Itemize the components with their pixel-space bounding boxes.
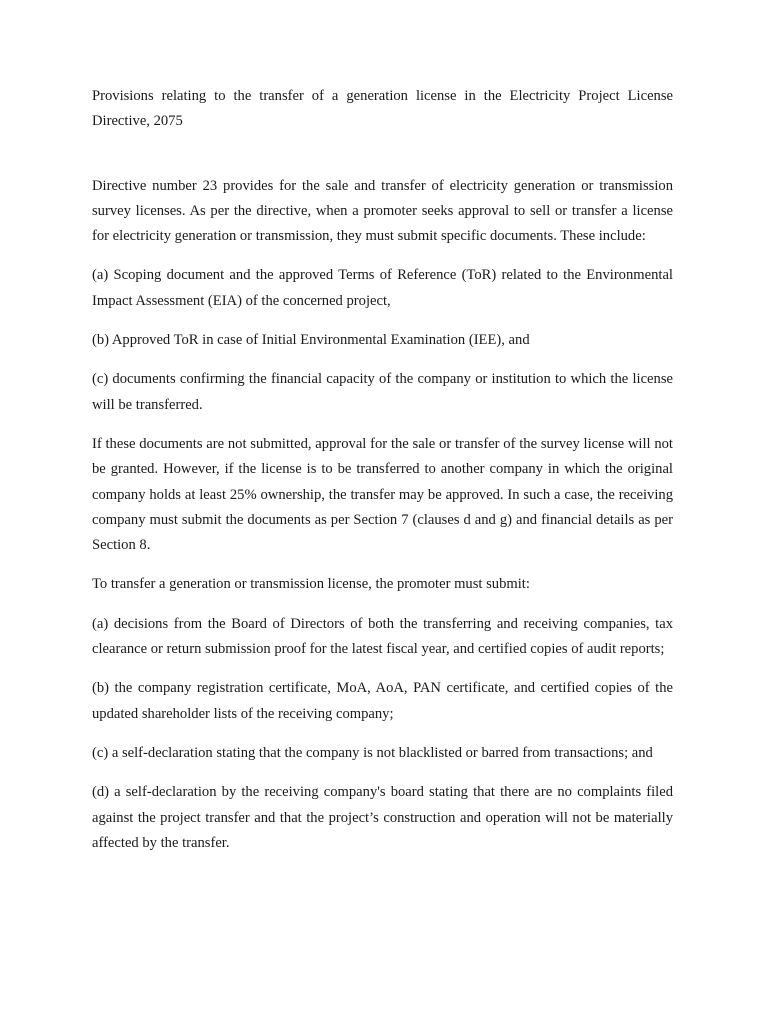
paragraph-license-item-b: (b) the company registration certificate, MoA, AoA, PAN certificate, and certified copies of the updated shareholder lists of the receiving company; (92, 680, 673, 722)
paragraph-license-item-c: (c) a self-declaration stating that the company is not blacklisted or barred from transactions; and (92, 744, 653, 761)
document-page (92, 84, 673, 856)
paragraph-conditions: If these documents are not submitted, approval for the sale or transfer of the survey license will not be granted. However, if the license is to be transferred to another company in which the original company holds at least 25% ownership, the transfer may be approved. In such a case, the receiving company must submit the documents as per Section 7 (clauses d and g) and financial details as per Section 8. (92, 435, 673, 554)
document-title: Provisions relating to the transfer of a generation license in the Electricity Project License Directive, 2075 (92, 88, 673, 130)
paragraph-survey-item-a: (a) Scoping document and the approved Terms of Reference (ToR) related to the Environmental Impact Assessment (EIA) of the concerned project, (92, 267, 673, 309)
paragraph-survey-item-b: (b) Approved ToR in case of Initial Environmental Examination (IEE), and (92, 332, 530, 349)
paragraph-license-item-a: (a) decisions from the Board of Directors of both the transferring and receiving companies, tax clearance or return submission proof for the latest fiscal year, and certified copies of audit reports; (92, 615, 673, 658)
paragraph-intro: Directive number 23 provides for the sale and transfer of electricity generation or transmission survey licenses. As per the directive, when a promoter seeks approval to sell or transfer a license for electricity generation or transmission, they must submit specific documents. These include: (92, 177, 673, 245)
paragraph-license-intro: To transfer a generation or transmission license, the promoter must submit: (92, 576, 530, 593)
paragraph-license-item-d: (d) a self-declaration by the receiving company's board stating that there are no complaints filed against the project transfer and that the project’s construction and operation will not be materially affected by the transfer. (92, 784, 673, 851)
paragraph-survey-item-c: (c) documents confirming the financial capacity of the company or institution to which the license will be transferred. (92, 371, 673, 413)
